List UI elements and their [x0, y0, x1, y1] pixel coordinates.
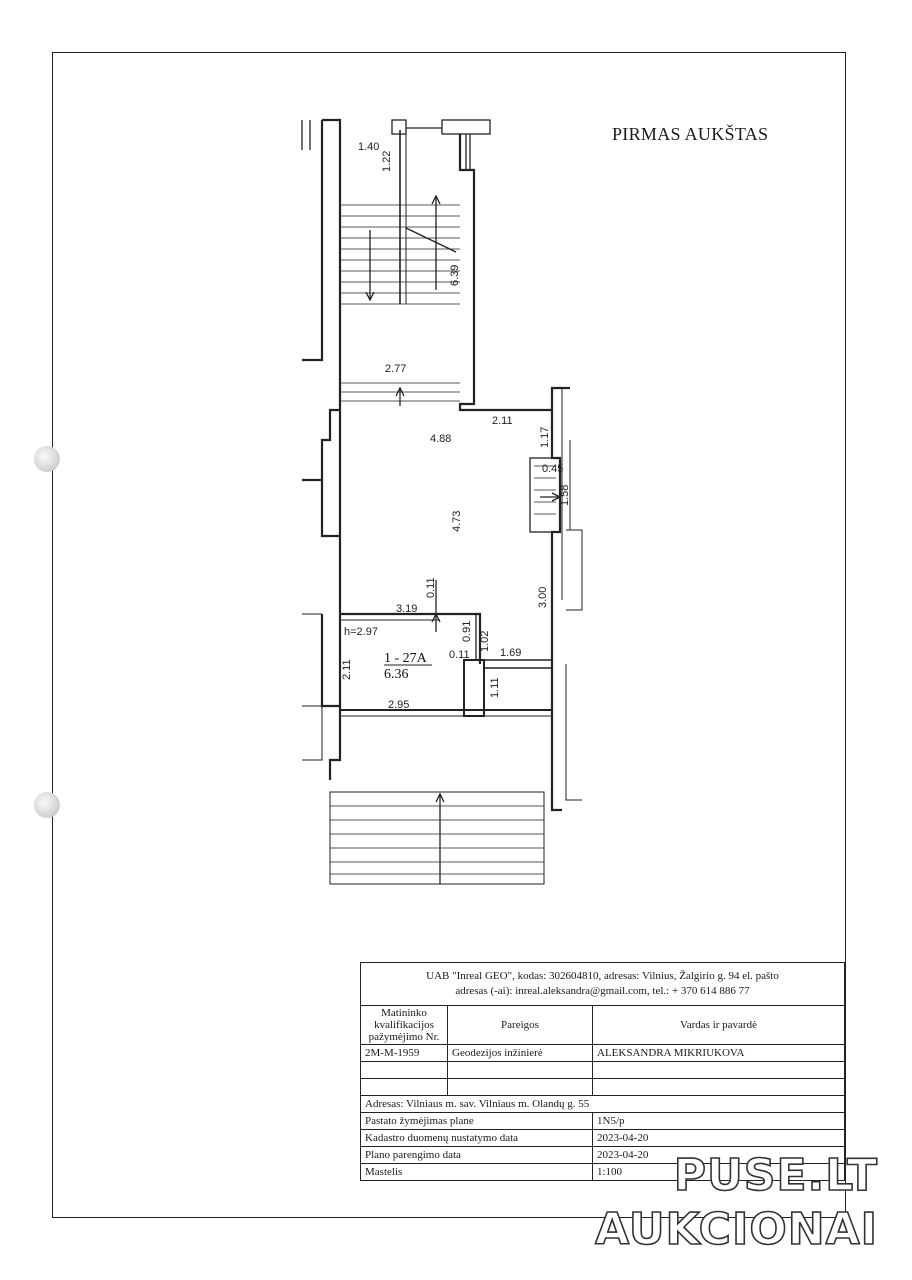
dim-2-95: 2.95: [388, 699, 410, 711]
header-position: Pareigos: [448, 1006, 593, 1045]
company-line-2: adresas (-ai): inreal.aleksandra@gmail.com, tel.: + 370 614 886 77: [455, 985, 750, 997]
dim-1-17: 1.17: [539, 426, 551, 448]
dim-4-88: 4.88: [430, 433, 452, 445]
title-block: [360, 962, 845, 1181]
dim-2-11-left: 2.11: [341, 659, 353, 680]
floor-heading: PIRMAS AUKŠTAS: [612, 124, 769, 144]
header-name: Vardas ir pavardė: [593, 1006, 845, 1045]
dim-1-22: 1.22: [381, 150, 393, 172]
row-label-plan-date: Plano parengimo data: [361, 1147, 593, 1164]
dim-0-11-mid: 0.11: [449, 649, 470, 661]
company-line-1: UAB "Inreal GEO", kodas: 302604810, adresas: Vilnius, Žalgirio g. 94 el. pašto: [426, 970, 779, 982]
dim-0-45: 0.45: [542, 463, 564, 475]
dim-1-02: 1.02: [479, 630, 491, 652]
room-id: 1 - 27A: [384, 651, 427, 666]
dim-1-58: 1.58: [559, 484, 571, 506]
row-label-marking: Pastato žymėjimas plane: [361, 1113, 593, 1130]
ceiling-height: h=2.97: [344, 626, 378, 638]
dim-3-00: 3.00: [537, 586, 549, 608]
property-address: Adresas: Vilniaus m. sav. Vilniaus m. Olandų g. 55: [361, 1096, 845, 1113]
surveyor-name: ALEKSANDRA MIKRIUKOVA: [593, 1045, 845, 1062]
dim-2-77: 2.77: [385, 363, 407, 375]
dim-0-91: 0.91: [461, 620, 473, 642]
row-value-plan-date: 2023-04-20: [593, 1147, 845, 1164]
dim-1-11: 1.11: [489, 677, 501, 698]
dim-2-11-top: 2.11: [492, 415, 513, 427]
watermark-line-1: PUSE.LT: [673, 1150, 878, 1201]
row-label-cadastre-date: Kadastro duomenų nustatymo data: [361, 1130, 593, 1147]
position-value: Geodezijos inžinierė: [448, 1045, 593, 1062]
dim-0-11-top: 0.11: [425, 577, 437, 598]
company-info: [361, 963, 845, 1006]
row-label-scale: Mastelis: [361, 1164, 593, 1181]
dim-4-73: 4.73: [451, 510, 463, 532]
license-number: 2M-M-1959: [361, 1045, 448, 1062]
dim-1-69: 1.69: [500, 647, 522, 659]
dim-1-40: 1.40: [358, 141, 380, 153]
room-area: 6.36: [384, 667, 409, 682]
row-value-cadastre-date: 2023-04-20: [593, 1130, 845, 1147]
dim-3-19: 3.19: [396, 603, 418, 615]
row-value-scale: 1:100: [593, 1164, 845, 1181]
watermark-line-2: AUKCIONAI: [595, 1204, 878, 1255]
row-value-marking: 1N5/p: [593, 1113, 845, 1130]
header-license: Matininko kvalifikacijos pažymėjimo Nr.: [361, 1006, 448, 1045]
dim-6-39: 6.39: [449, 264, 461, 286]
